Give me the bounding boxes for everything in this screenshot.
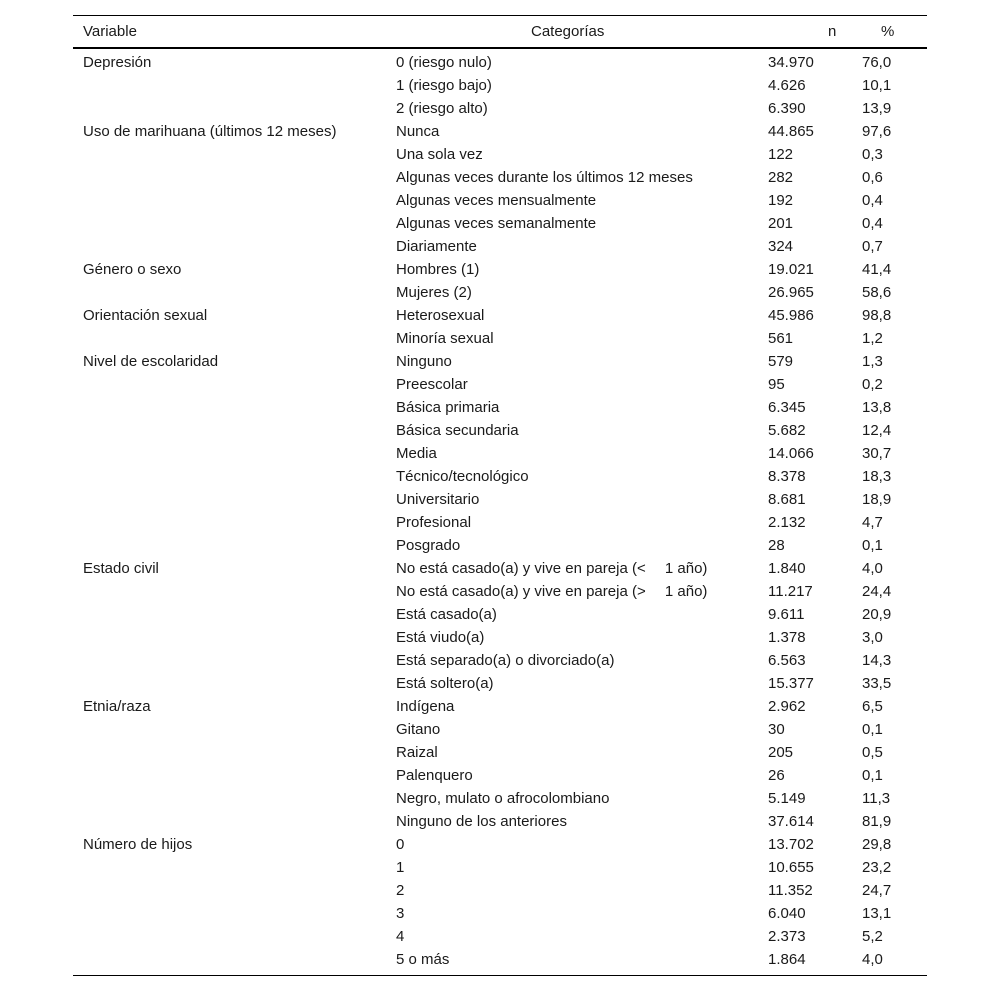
table-row [73, 120, 927, 143]
row-n: 192 [768, 192, 794, 209]
row-n: 28 [768, 537, 785, 554]
row-n: 11.217 [768, 583, 813, 600]
data-table [73, 15, 927, 976]
table-row [73, 649, 927, 672]
row-percent: 0,1 [862, 537, 883, 554]
row-percent: 41,4 [862, 261, 892, 278]
row-category: Algunas veces mensualmente [396, 192, 597, 209]
header-n: n [828, 23, 837, 40]
row-percent: 14,3 [862, 652, 892, 669]
row-n: 34.970 [768, 54, 814, 71]
row-category: Palenquero [396, 767, 473, 784]
table-row [73, 511, 927, 534]
row-percent: 29,8 [862, 836, 892, 853]
row-category: Gitano [396, 721, 441, 738]
table-row [73, 534, 927, 557]
row-category: 2 [396, 882, 405, 899]
table-row [73, 350, 927, 373]
table-row [73, 97, 927, 120]
row-category: Preescolar [396, 376, 468, 393]
row-percent: 98,8 [862, 307, 892, 324]
row-n: 201 [768, 215, 794, 232]
row-variable: Orientación sexual [83, 307, 208, 324]
row-variable: Etnia/raza [83, 698, 151, 715]
row-category: Una sola vez [396, 146, 483, 163]
header-category: Categorías [531, 23, 605, 40]
table-row [73, 396, 927, 419]
row-category: 0 [396, 836, 405, 853]
row-category: Nunca [396, 123, 440, 140]
table-row [73, 304, 927, 327]
row-category: 5 o más [396, 951, 450, 968]
row-n: 1.840 [768, 560, 806, 577]
row-category: Está separado(a) o divorciado(a) [396, 652, 615, 669]
row-n: 5.682 [768, 422, 806, 439]
row-category: Ninguno [396, 353, 452, 370]
table-row [73, 718, 927, 741]
row-percent: 97,6 [862, 123, 892, 140]
table-row [73, 695, 927, 718]
row-category: Profesional [396, 514, 472, 531]
row-percent: 0,6 [862, 169, 883, 186]
row-percent: 13,8 [862, 399, 892, 416]
row-category: Mujeres (2) [396, 284, 472, 301]
row-percent: 0,1 [862, 721, 883, 738]
row-variable: Estado civil [83, 560, 159, 577]
row-category: Media [396, 445, 437, 462]
row-percent: 13,9 [862, 100, 892, 117]
row-category: Universitario [396, 491, 480, 508]
table-row [73, 672, 927, 695]
table-row [73, 74, 927, 97]
row-variable: Uso de marihuana (últimos 12 meses) [83, 123, 337, 140]
row-percent: 30,7 [862, 445, 892, 462]
table-body [73, 49, 927, 971]
table-row [73, 327, 927, 350]
row-percent: 13,1 [862, 905, 892, 922]
table-row [73, 833, 927, 856]
row-percent: 18,9 [862, 491, 892, 508]
row-n: 6.345 [768, 399, 806, 416]
row-n: 122 [768, 146, 794, 163]
row-n: 14.066 [768, 445, 814, 462]
row-percent: 24,4 [862, 583, 892, 600]
table-row [73, 258, 927, 281]
row-n: 6.563 [768, 652, 806, 669]
row-n: 2.373 [768, 928, 806, 945]
row-category: 2 (riesgo alto) [396, 100, 488, 117]
row-n: 11.352 [768, 882, 813, 899]
row-percent: 58,6 [862, 284, 892, 301]
row-category: 1 (riesgo bajo) [396, 77, 492, 94]
row-category: Heterosexual [396, 307, 485, 324]
row-percent: 33,5 [862, 675, 892, 692]
row-percent: 0,2 [862, 376, 883, 393]
row-category: Técnico/tecnológico [396, 468, 529, 485]
row-n: 30 [768, 721, 785, 738]
row-percent: 5,2 [862, 928, 883, 945]
row-percent: 1,2 [862, 330, 883, 347]
row-n: 37.614 [768, 813, 814, 830]
row-n: 15.377 [768, 675, 814, 692]
row-percent: 0,5 [862, 744, 883, 761]
table-row [73, 741, 927, 764]
row-category: Está soltero(a) [396, 675, 494, 692]
row-category: 3 [396, 905, 405, 922]
row-n: 8.378 [768, 468, 806, 485]
row-category: Algunas veces durante los últimos 12 meses [396, 169, 693, 186]
row-n: 13.702 [768, 836, 814, 853]
row-percent: 10,1 [862, 77, 892, 94]
row-n: 8.681 [768, 491, 806, 508]
row-n: 2.962 [768, 698, 806, 715]
row-percent: 0,4 [862, 215, 883, 232]
row-n: 1.864 [768, 951, 806, 968]
table-row [73, 557, 927, 580]
row-percent: 12,4 [862, 422, 892, 439]
bottom-rule [73, 975, 927, 976]
row-n: 6.040 [768, 905, 806, 922]
row-category: Minoría sexual [396, 330, 494, 347]
table-row [73, 373, 927, 396]
table-row [73, 235, 927, 258]
table-row [73, 626, 927, 649]
row-n: 205 [768, 744, 794, 761]
row-n: 19.021 [768, 261, 814, 278]
row-n: 10.655 [768, 859, 814, 876]
row-percent: 76,0 [862, 54, 892, 71]
row-n: 2.132 [768, 514, 806, 531]
table-row [73, 51, 927, 74]
row-variable: Género o sexo [83, 261, 182, 278]
row-category: No está casado(a) y vive en pareja (< 1 año) [396, 560, 708, 577]
table-header-row [73, 16, 927, 47]
row-category: Indígena [396, 698, 455, 715]
row-percent: 1,3 [862, 353, 883, 370]
row-n: 561 [768, 330, 794, 347]
row-category: Negro, mulato o afrocolombiano [396, 790, 610, 807]
row-percent: 4,0 [862, 560, 883, 577]
row-category: 1 [396, 859, 405, 876]
table-row [73, 212, 927, 235]
row-percent: 18,3 [862, 468, 892, 485]
row-category: Posgrado [396, 537, 461, 554]
row-category: No está casado(a) y vive en pareja (> 1 año) [396, 583, 708, 600]
row-percent: 0,7 [862, 238, 883, 255]
row-percent: 4,7 [862, 514, 883, 531]
row-n: 5.149 [768, 790, 806, 807]
row-category: Básica primaria [396, 399, 500, 416]
row-percent: 11,3 [862, 790, 891, 807]
table-row [73, 856, 927, 879]
row-variable: Depresión [83, 54, 152, 71]
row-n: 26 [768, 767, 785, 784]
row-percent: 20,9 [862, 606, 892, 623]
row-variable: Nivel de escolaridad [83, 353, 219, 370]
table-row [73, 419, 927, 442]
row-category: Diariamente [396, 238, 477, 255]
row-category: 0 (riesgo nulo) [396, 54, 492, 71]
row-category: Algunas veces semanalmente [396, 215, 597, 232]
table-row [73, 810, 927, 833]
table-row [73, 442, 927, 465]
row-category: Básica secundaria [396, 422, 519, 439]
row-n: 44.865 [768, 123, 814, 140]
row-n: 4.626 [768, 77, 806, 94]
row-variable: Número de hijos [83, 836, 193, 853]
row-percent: 0,4 [862, 192, 883, 209]
row-n: 95 [768, 376, 785, 393]
header-variable: Variable [83, 23, 137, 40]
row-category: Ninguno de los anteriores [396, 813, 567, 830]
row-category: Raizal [396, 744, 438, 761]
table-row [73, 879, 927, 902]
table-row [73, 580, 927, 603]
row-n: 324 [768, 238, 794, 255]
row-n: 26.965 [768, 284, 814, 301]
row-percent: 0,1 [862, 767, 883, 784]
row-percent: 0,3 [862, 146, 883, 163]
row-n: 1.378 [768, 629, 806, 646]
table-row [73, 603, 927, 626]
row-n: 9.611 [768, 606, 805, 623]
row-percent: 6,5 [862, 698, 883, 715]
row-n: 579 [768, 353, 794, 370]
row-category: Está casado(a) [396, 606, 497, 623]
table-row [73, 488, 927, 511]
table-row [73, 948, 927, 971]
table-row [73, 764, 927, 787]
table-row [73, 787, 927, 810]
row-category: Hombres (1) [396, 261, 480, 278]
row-n: 45.986 [768, 307, 814, 324]
row-percent: 3,0 [862, 629, 883, 646]
row-n: 282 [768, 169, 794, 186]
table-row [73, 902, 927, 925]
row-percent: 24,7 [862, 882, 892, 899]
table-row [73, 189, 927, 212]
row-category: Está viudo(a) [396, 629, 485, 646]
table-row [73, 281, 927, 304]
row-percent: 4,0 [862, 951, 883, 968]
header-percent: % [881, 23, 895, 40]
table-row [73, 166, 927, 189]
table-row [73, 465, 927, 488]
row-category: 4 [396, 928, 405, 945]
table-row [73, 143, 927, 166]
table-row [73, 925, 927, 948]
row-n: 6.390 [768, 100, 806, 117]
row-percent: 81,9 [862, 813, 892, 830]
row-percent: 23,2 [862, 859, 892, 876]
